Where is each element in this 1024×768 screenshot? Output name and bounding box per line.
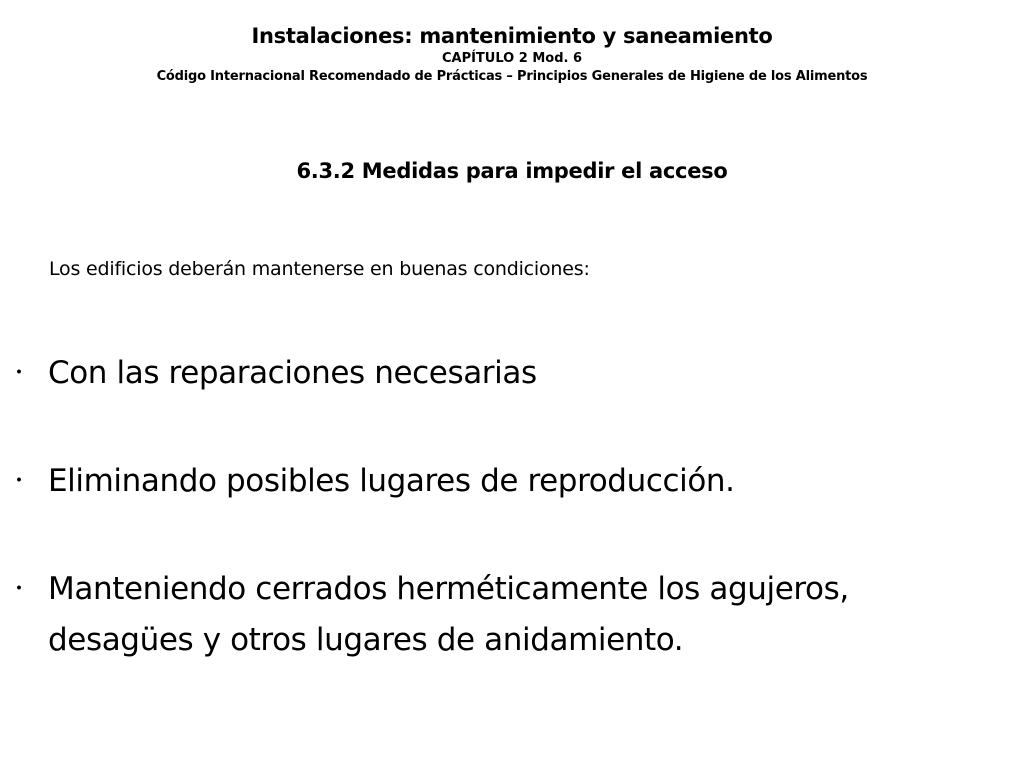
list-item bbox=[0, 456, 1024, 507]
bullet-list bbox=[0, 348, 1024, 666]
list-item-text: Con las reparaciones necesarias bbox=[48, 355, 537, 391]
intro-text: Los edificios deberán mantenerse en buenas condiciones: bbox=[49, 258, 590, 280]
list-item bbox=[0, 564, 1024, 666]
section-title: 6.3.2 Medidas para impedir el acceso bbox=[296, 159, 728, 183]
bullet-marker: ・ bbox=[8, 361, 30, 386]
chapter-label: CAPÍTULO 2 Mod. 6 bbox=[441, 51, 583, 66]
list-item bbox=[0, 348, 1024, 399]
code-label: Código Internacional Recomendado de Prácticas – Principios Generales de Higiene de los Alimentos bbox=[156, 69, 868, 84]
header-title: Instalaciones: mantenimiento y saneamiento bbox=[251, 24, 773, 48]
slide-header bbox=[0, 22, 1024, 86]
list-item-text: Eliminando posibles lugares de reproducción. bbox=[48, 463, 735, 499]
bullet-marker: ・ bbox=[8, 577, 30, 602]
bullet-marker: ・ bbox=[8, 469, 30, 494]
list-item-text: Manteniendo cerrados herméticamente los agujeros, desagües y otros lugares de anidamiento. bbox=[48, 571, 849, 658]
